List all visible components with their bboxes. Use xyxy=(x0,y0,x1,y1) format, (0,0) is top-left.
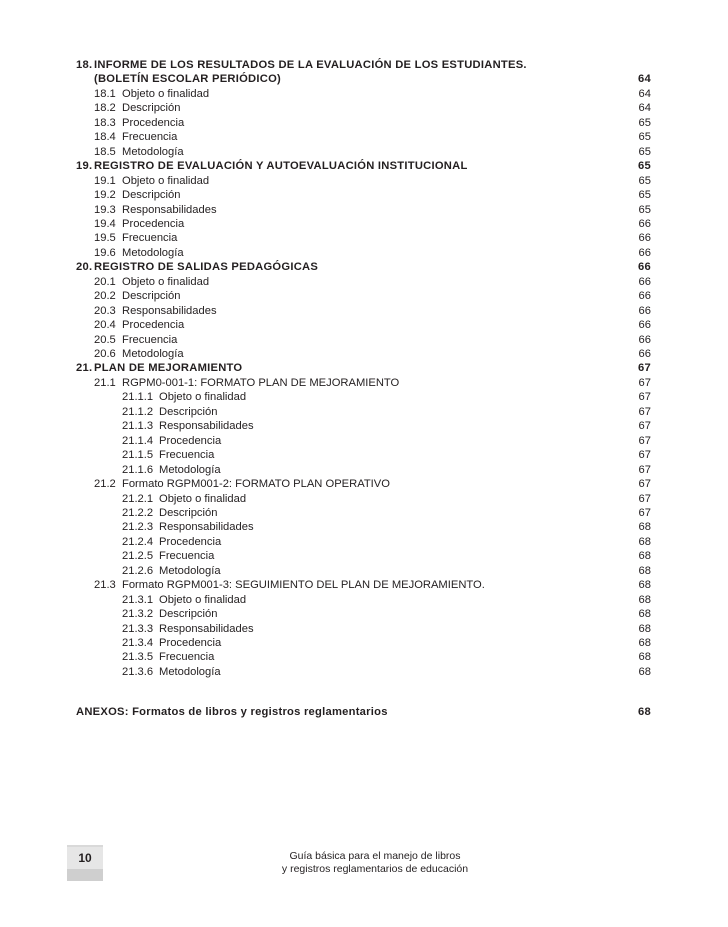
toc-entry xyxy=(0,463,728,477)
toc-entry-page: 68 xyxy=(638,579,651,592)
toc-entry xyxy=(0,405,728,419)
toc-entry-title: Objeto o finalidad xyxy=(159,492,247,505)
toc-entry-number: 21.1.6 xyxy=(122,463,154,476)
toc-entry-title: Responsabilidades xyxy=(159,420,254,433)
toc-entry-number: 21.2 xyxy=(94,478,116,491)
toc-entry-title: Procedencia xyxy=(159,637,222,649)
toc-entry-title: Objeto o finalidad xyxy=(122,174,210,187)
toc-entry-title: PLAN DE MEJORAMIENTO xyxy=(94,362,243,375)
toc-entry-number: 18.5 xyxy=(94,145,116,158)
toc-entry-title: Descripción xyxy=(122,189,181,202)
toc-entry xyxy=(0,246,728,260)
toc-entry-number: 20.2 xyxy=(94,290,116,303)
toc-entry-number: 20. xyxy=(76,261,93,274)
toc-entry-title: Procedencia xyxy=(122,116,185,129)
toc-entry-page: 65 xyxy=(638,174,651,187)
toc-entry-title: Formato RGPM001-3: SEGUIMIENTO DEL PLAN DE MEJORAMIENTO. xyxy=(122,579,485,592)
toc-entry-page: 68 xyxy=(638,608,651,621)
toc-entry xyxy=(0,58,728,72)
toc-entry xyxy=(0,145,728,159)
toc-entry-number: 21.3.1 xyxy=(122,593,154,606)
toc-entry-number: 21.2.6 xyxy=(122,564,154,577)
toc-entry xyxy=(0,304,728,318)
toc-entry-page: 67 xyxy=(638,506,651,519)
toc-entry-title: (BOLETÍN ESCOLAR PERIÓDICO) xyxy=(94,73,281,86)
toc-entry xyxy=(0,636,728,650)
toc-entry-page: 66 xyxy=(638,290,651,303)
toc-entry-title: Metodología xyxy=(159,463,221,476)
toc-entry-title: Responsabilidades xyxy=(159,521,254,534)
toc-entry-title: REGISTRO DE EVALUACIÓN Y AUTOEVALUACIÓN INSTITUCIONAL xyxy=(94,160,468,173)
toc-entry-page: 67 xyxy=(638,463,651,476)
toc-entry xyxy=(0,520,728,534)
toc-entry xyxy=(0,116,728,130)
toc-entry-title: Frecuencia xyxy=(122,131,178,144)
toc-entry xyxy=(0,101,728,115)
toc-entry-title: Objeto o finalidad xyxy=(122,87,210,100)
toc-entry-number: 21.2.2 xyxy=(122,506,154,519)
toc-entry-page: 67 xyxy=(638,492,651,505)
toc-entry-number: 21.2.5 xyxy=(122,550,154,563)
toc-entry-page: 66 xyxy=(638,232,651,245)
toc-entry-number: 21.1.3 xyxy=(122,420,154,433)
toc-entry-page: 66 xyxy=(638,217,651,230)
toc-entry-page: 65 xyxy=(638,145,651,158)
toc-entry-title: Descripción xyxy=(122,290,181,303)
toc-entry-number: 21.3.3 xyxy=(122,622,154,635)
toc-entry xyxy=(0,607,728,621)
toc-entry-title: Descripción xyxy=(159,608,218,621)
toc-entry-title: Objeto o finalidad xyxy=(159,391,247,404)
toc-entry-page: 65 xyxy=(638,116,651,129)
toc-entry-page: 68 xyxy=(638,637,651,649)
toc-entry-number: 21.3.5 xyxy=(122,651,154,664)
toc-entry-number: 21. xyxy=(76,362,93,375)
toc-entry xyxy=(0,130,728,144)
toc-entry-number: 21.1 xyxy=(94,376,116,389)
toc-entry xyxy=(0,506,728,520)
toc-entry xyxy=(0,159,728,173)
toc-entry xyxy=(0,535,728,549)
toc-entry xyxy=(0,347,728,361)
toc-entry-number: 21.1.1 xyxy=(122,391,154,404)
toc-entry xyxy=(0,650,728,664)
toc-entry xyxy=(0,477,728,491)
toc-entry-page: 68 xyxy=(638,665,651,678)
toc-entry-page: 66 xyxy=(638,319,651,332)
toc-entry-page: 67 xyxy=(638,376,651,389)
toc-entry-page: 67 xyxy=(638,362,651,375)
toc-entry-number: 18.2 xyxy=(94,102,116,115)
toc-entry-title: Responsabilidades xyxy=(122,304,217,317)
toc-entry-page: 67 xyxy=(638,478,651,491)
toc-entry-page: 66 xyxy=(638,304,651,317)
toc-entry-page: 67 xyxy=(638,391,651,404)
toc-entry-number: 21.2.3 xyxy=(122,521,154,534)
toc-entry-number: 21.3.6 xyxy=(122,665,154,678)
toc-entry-title: Frecuencia xyxy=(159,550,215,563)
toc-entry xyxy=(0,376,728,390)
toc-entry-page: 67 xyxy=(638,405,651,418)
toc-entry-page: 65 xyxy=(638,160,651,173)
toc-entry-title: Metodología xyxy=(159,564,221,577)
toc-entry-page: 68 xyxy=(638,521,651,534)
page-number: 10 xyxy=(67,847,103,869)
toc-entry-number: 21.1.5 xyxy=(122,449,154,462)
toc-entry-number: 20.4 xyxy=(94,319,116,332)
footer-line-2: y registros reglamentarios de educación xyxy=(281,863,469,875)
toc-entry xyxy=(0,419,728,433)
toc-entry-page: 67 xyxy=(638,420,651,433)
footer-line-1: Guía básica para el manejo de libros xyxy=(289,850,461,862)
toc-entry-number: 21.2.1 xyxy=(122,492,154,505)
toc-entry-number: 21.3.4 xyxy=(122,637,154,649)
toc-entry xyxy=(0,434,728,448)
toc-entry xyxy=(0,492,728,506)
toc-entry-number: 18.3 xyxy=(94,116,116,129)
toc-entry-page: 64 xyxy=(638,102,651,115)
toc-entry-page: 65 xyxy=(638,131,651,144)
toc-entry xyxy=(0,390,728,404)
toc-entry-title: INFORME DE LOS RESULTADOS DE LA EVALUACIÓN DE LOS ESTUDIANTES. xyxy=(94,59,527,71)
toc-entry xyxy=(0,564,728,578)
toc-entry-number: 19.1 xyxy=(94,174,116,187)
toc-entry-number: 21.3 xyxy=(94,579,116,592)
toc-entry-title: Metodología xyxy=(122,145,184,158)
toc-entry-page: 64 xyxy=(638,87,651,100)
toc-entry-page: 68 xyxy=(638,550,651,563)
toc-entry-page: 68 xyxy=(638,535,651,548)
toc-entry-page: 67 xyxy=(638,434,651,447)
toc-entry-number: 21.1.4 xyxy=(122,434,154,447)
toc-entry-number: 21.2.4 xyxy=(122,535,154,548)
toc-entry xyxy=(0,231,728,245)
toc-entry-number: 21.3.2 xyxy=(122,608,154,621)
toc-entry-number: 19.3 xyxy=(94,203,116,216)
toc-entry xyxy=(0,289,728,303)
toc-entry-page: 66 xyxy=(638,261,651,274)
toc-entry xyxy=(0,217,728,231)
toc-entry-page: 66 xyxy=(638,348,651,360)
toc-entry-title: Metodología xyxy=(122,246,184,259)
toc-entry xyxy=(0,665,728,679)
toc-entry-title: Responsabilidades xyxy=(122,203,217,216)
toc-entry-page: 67 xyxy=(638,449,651,462)
toc-entry-number: 19.4 xyxy=(94,217,116,230)
toc-entry-title: Descripción xyxy=(159,506,218,519)
toc-entry-title: Objeto o finalidad xyxy=(159,593,247,606)
toc-entry-title: Procedencia xyxy=(122,319,185,332)
toc-entry xyxy=(0,188,728,202)
toc-entry-number: 18.4 xyxy=(94,131,116,144)
toc-entry-title: Responsabilidades xyxy=(159,622,254,635)
toc-entry-page: 68 xyxy=(638,706,651,718)
toc-entry-title: Formato RGPM001-2: FORMATO PLAN OPERATIVO xyxy=(122,478,390,491)
toc-entry-number: 20.6 xyxy=(94,348,116,360)
toc-entry-title: Procedencia xyxy=(122,217,185,230)
toc-entry-number: 19.5 xyxy=(94,232,116,245)
toc-entry xyxy=(0,203,728,217)
toc-entry xyxy=(0,87,728,101)
toc-entry-title: RGPM0-001-1: FORMATO PLAN DE MEJORAMIENTO xyxy=(122,376,400,389)
toc-entry-title: Frecuencia xyxy=(122,333,178,346)
toc-entry-title: Procedencia xyxy=(159,434,222,447)
toc-entry-page: 64 xyxy=(638,73,651,86)
toc-entry-number: 20.1 xyxy=(94,275,116,288)
toc-entry xyxy=(0,174,728,188)
toc-entry xyxy=(0,318,728,332)
toc-entry-title: Frecuencia xyxy=(122,232,178,245)
toc-entry-number: 21.1.2 xyxy=(122,405,154,418)
toc-entry-title: Metodología xyxy=(122,348,184,360)
toc-entry-page: 68 xyxy=(638,622,651,635)
toc-entry-page: 66 xyxy=(638,275,651,288)
toc-entry xyxy=(0,361,728,375)
toc-entry-page: 66 xyxy=(638,333,651,346)
toc-entry xyxy=(0,622,728,636)
toc-entry-page: 66 xyxy=(638,246,651,259)
toc-entry-page: 68 xyxy=(638,564,651,577)
toc-entry-number: 19.2 xyxy=(94,189,116,202)
toc-entry-title: Descripción xyxy=(122,102,181,115)
toc-entry-title: Frecuencia xyxy=(159,449,215,462)
toc-entry-number: 18. xyxy=(76,59,93,71)
toc-entry-number: 20.5 xyxy=(94,333,116,346)
toc-entry xyxy=(0,275,728,289)
toc-entry-title: Objeto o finalidad xyxy=(122,275,210,288)
toc-entry-title: Metodología xyxy=(159,665,221,678)
toc-entry-title: ANEXOS: Formatos de libros y registros reglamentarios xyxy=(76,706,388,718)
toc-entry-title: Frecuencia xyxy=(159,651,215,664)
toc-entry xyxy=(0,260,728,274)
toc-entry-page: 68 xyxy=(638,593,651,606)
toc-entry-number: 20.3 xyxy=(94,304,116,317)
toc-entry xyxy=(0,333,728,347)
toc-entry-page: 65 xyxy=(638,203,651,216)
toc-entry-title: Procedencia xyxy=(159,535,222,548)
toc-entry xyxy=(0,448,728,462)
toc-entry xyxy=(0,705,728,719)
toc-entry-number: 19.6 xyxy=(94,246,116,259)
toc-entry-page: 68 xyxy=(638,651,651,664)
toc-entry-title: Descripción xyxy=(159,405,218,418)
toc-entry xyxy=(0,578,728,592)
toc-entry xyxy=(0,549,728,563)
toc-entry xyxy=(0,72,728,86)
toc-entry-number: 19. xyxy=(76,160,93,173)
toc-entry xyxy=(0,593,728,607)
page-number-box-lower xyxy=(67,869,103,881)
toc-entry-page: 65 xyxy=(638,189,651,202)
footer-caption xyxy=(250,850,500,876)
toc-entry-number: 18.1 xyxy=(94,87,116,100)
toc-entry-title: REGISTRO DE SALIDAS PEDAGÓGICAS xyxy=(94,261,319,274)
